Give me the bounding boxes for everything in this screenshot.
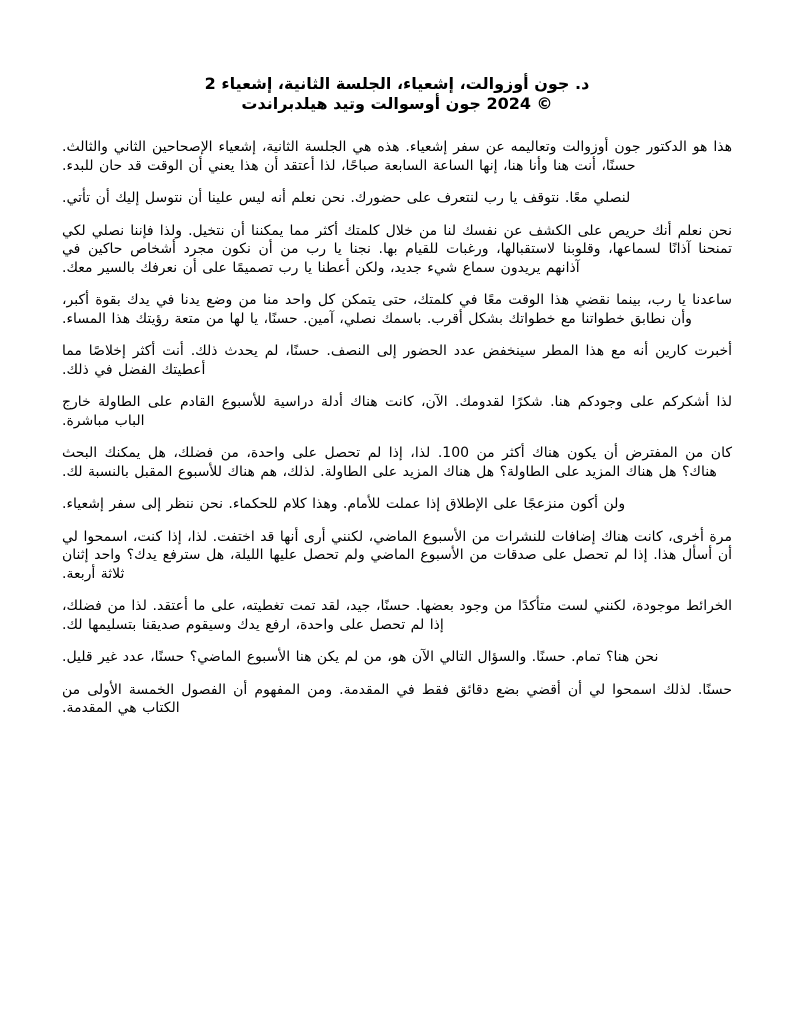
paragraph: لذا أشكركم على وجودكم هنا. شكرًا لقدومك. الآن، كانت هناك أدلة دراسية للأسبوع القادم على الطاولة خارج الباب مباشرة. (62, 394, 732, 429)
paragraph: نحن هنا؟ تمام. حسنًا. والسؤال التالي الآن هو، من لم يكن هنا الأسبوع الماضي؟ حسنًا، عدد غير قليل. (62, 649, 659, 665)
paragraph: مرة أخرى، كانت هناك إضافات للنشرات من الأسبوع الماضي، لكنني أرى أنها قد اختفت. لذا، إذا كنت، اسمحوا لي أن أسأل هذا. إذا لم تحصل على صدقات من الأسبوع الماضي ولم تحصل عليها الليلة، هل سترفع يدك؟ واحد إثنان ثلاثة أربعة. (62, 528, 732, 582)
paragraph: حسنًا. لذلك اسمحوا لي أن أقضي بضع دقائق فقط في المقدمة. ومن المفهوم أن الفصول الخمسة الأولى من الكتاب هي المقدمة. (62, 681, 732, 716)
paragraph: نحن نعلم أنك حريص على الكشف عن نفسك لنا من خلال كلمتك أكثر مما يمكننا أن نتخيل. ولذا فإننا نصلي لكي تمنحنا آذانًا لسماعها، وقلوبنا لاستقبالها، ورغبات للقيام بها. نجنا يا رب من أن نكون مجرد أشخاص حاكين في آذانهم يريدون سماع شيء جديد، ولكن أعطنا يا رب تصميمًا على أن نعرفك بالسير معك. (62, 222, 732, 276)
transcript-body (62, 138, 732, 718)
title-line-2: © 2024 جون أوسوالت وتيد هيلدبراندت (241, 94, 553, 113)
document-title (62, 74, 732, 114)
paragraph: هذا هو الدكتور جون أوزوالت وتعاليمه عن سفر إشعياء. هذه هي الجلسة الثانية، إشعياء الإصحاحين الثاني والثالث. حسنًا، أنت هنا وأنا هنا، إنها الساعة السابعة صباحًا، لذا أعتقد أن هذا يعني أن الوقت قد حان للبدء. (62, 139, 732, 174)
paragraph: لنصلي معًا. نتوقف يا رب لنتعرف على حضورك. نحن نعلم أنه ليس علينا أن نتوسل إليك أن تأتي. (62, 190, 631, 206)
paragraph: كان من المفترض أن يكون هناك أكثر من 100. لذا، إذا لم تحصل على واحدة، من فضلك، هل يمكنك البحث هناك؟ هل هناك المزيد على الطاولة؟ هل هناك المزيد على الطاولة. لذلك، هم هناك للأسبوع المقبل بالنسبة لك. (62, 445, 732, 480)
paragraph: ساعدنا يا رب، بينما نقضي هذا الوقت معًا في كلمتك، حتى يتمكن كل واحد منا من وضع يدنا في يدك بقوة أكبر، وأن نطابق خطواتنا مع خطواتك بشكل أقرب. باسمك نصلي، آمين. حسنًا، يا لها من متعة رؤيتك هذا المساء. (62, 292, 732, 327)
title-line-1: د. جون أوزوالت، إشعياء، الجلسة الثانية، إشعياء 2 (204, 74, 590, 93)
paragraph: أخبرت كارين أنه مع هذا المطر سينخفض عدد الحضور إلى النصف. حسنًا، لم يحدث ذلك. أنت أكثر إخلاصًا مما أعطيتك الفضل في ذلك. (62, 343, 732, 378)
paragraph: الخرائط موجودة، لكنني لست متأكدًا من وجود بعضها. حسنًا، جيد، لقد تمت تغطيته، على ما أعتقد. لذا من فضلك، إذا لم تحصل على واحدة، ارفع يدك وسيقوم صديقنا بتسليمها لك. (62, 598, 732, 633)
paragraph: ولن أكون منزعجًا على الإطلاق إذا عملت للأمام. وهذا كلام للحكماء. نحن ننظر إلى سفر إشعياء. (62, 496, 626, 512)
